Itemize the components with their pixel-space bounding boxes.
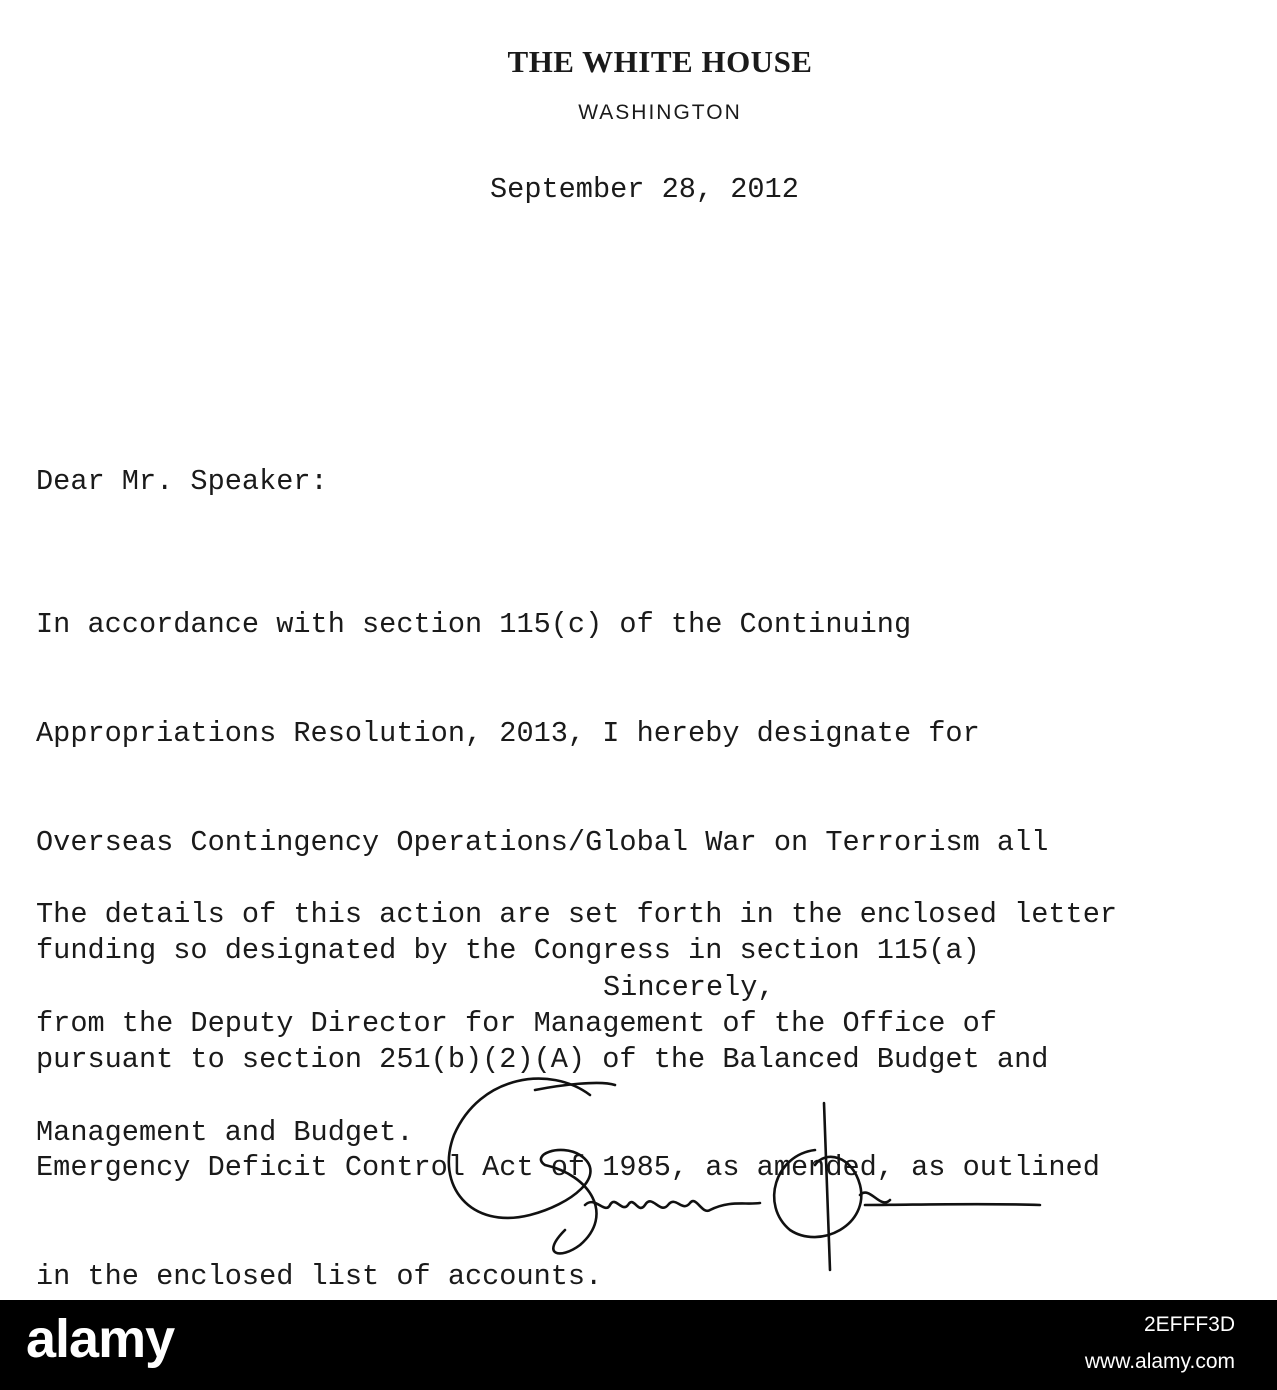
- letter-date: September 28, 2012: [490, 173, 799, 206]
- watermark-site: www.alamy.com: [1084, 1350, 1235, 1373]
- letterhead-subtitle: WASHINGTON: [578, 101, 742, 124]
- signature: [440, 1055, 1050, 1285]
- paragraph-line: The details of this action are set forth in the enclosed letter: [36, 898, 1118, 932]
- watermark-image-id: 2EFFF3D: [1143, 1313, 1235, 1336]
- paragraph-line: in the enclosed list of accounts.: [36, 1260, 603, 1294]
- paragraph-line: from the Deputy Director for Management of the Office of: [36, 1007, 997, 1041]
- letterhead-title: THE WHITE HOUSE: [507, 44, 813, 79]
- closing: Sincerely,: [603, 971, 775, 1004]
- salutation: Dear Mr. Speaker:: [36, 465, 328, 498]
- paragraph-line: Emergency Deficit Control Act of 1985, as amended, as outlined: [36, 1151, 1100, 1185]
- paragraph-line: Management and Budget.: [36, 1115, 414, 1149]
- paragraph-line: funding so designated by the Congress in section 115(a): [36, 934, 980, 968]
- watermark-brand: alamy: [26, 1309, 175, 1369]
- paragraph-line: In accordance with section 115(c) of the Continuing: [36, 608, 912, 642]
- paragraph-line: pursuant to section 251(b)(2)(A) of the Balanced Budget and: [36, 1042, 1049, 1076]
- paragraph-line: Overseas Contingency Operations/Global War on Terrorism all: [36, 825, 1049, 859]
- watermark-bar: [0, 1300, 1277, 1390]
- paragraph-line: Appropriations Resolution, 2013, I hereby designate for: [36, 717, 980, 751]
